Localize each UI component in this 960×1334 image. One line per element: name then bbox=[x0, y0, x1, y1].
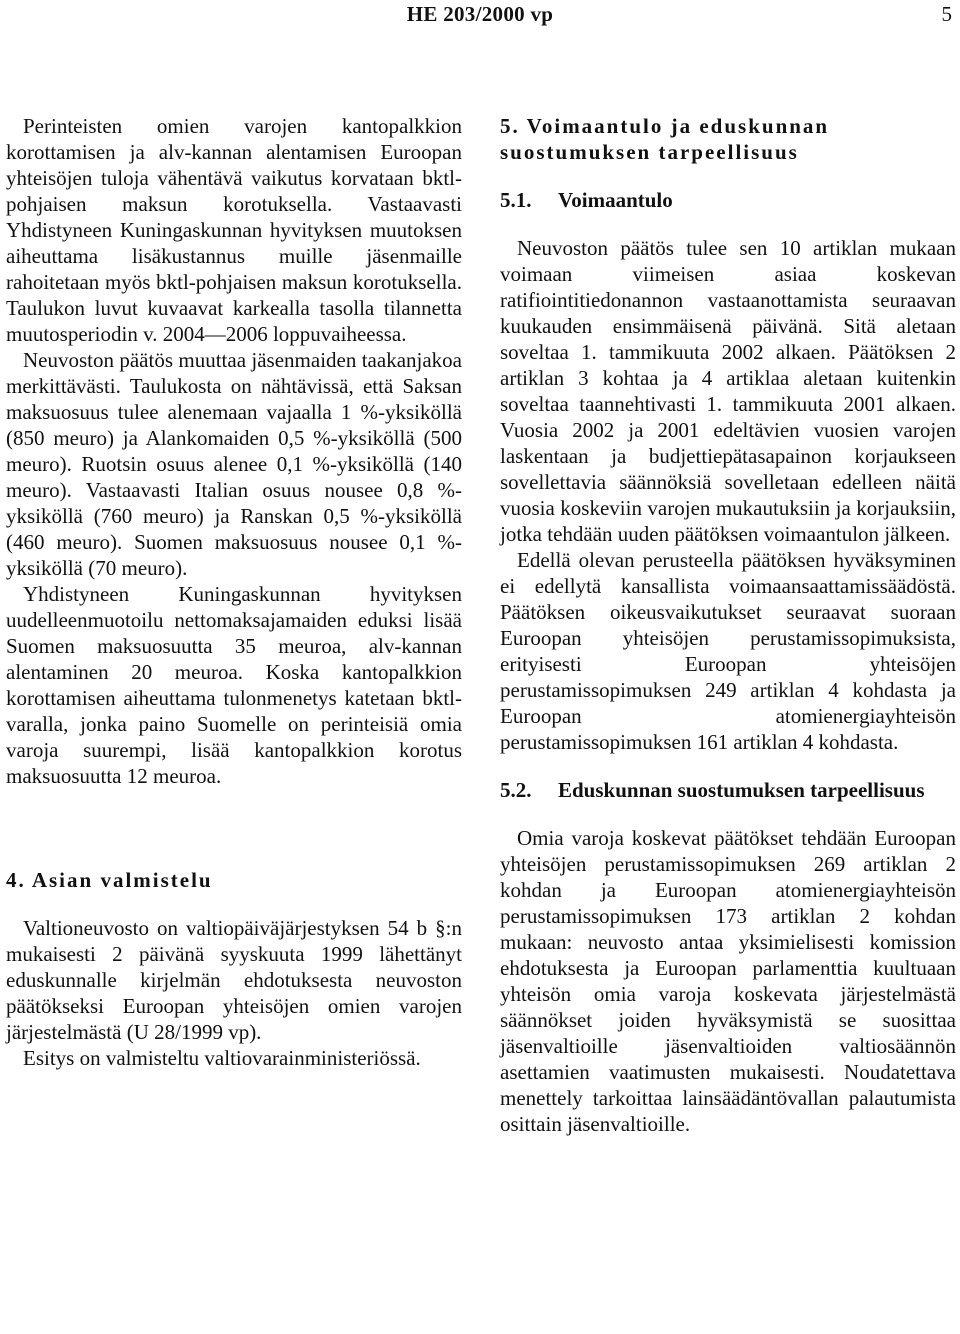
page-header bbox=[0, 0, 960, 34]
page-number: 5 bbox=[941, 2, 952, 26]
paragraph: Yhdistyneen Kuningaskunnan hyvityksen uudelleenmuotoilu nettomaksajamaiden eduksi lisää Suomen maksuosuutta 35 meuroa, alv-kannan alentaminen 20 meuroa. Koska kantopalkkion korottamisen aiheuttama tulonmenetys katetaan bktl-varalla, jonka paino Suomelle on perinteisiä omia varoja suurempi, lisää kantopalkkion korotus maksuosuutta 12 meuroa. bbox=[6, 582, 462, 788]
subsection-title: Eduskunnan suostumuksen tarpeellisuus bbox=[558, 778, 925, 802]
subsection-heading-5-2 bbox=[500, 777, 956, 803]
paragraph: Perinteisten omien varojen kantopalkkion korottamisen ja alv-kannan alentamisen Euroopan yhteisöjen tuloja vähentävä vaikutus korvataan bktl-pohjaisen maksun korotuksella. Vastaavasti Yhdistyneen Kuningaskunnan hyvityksen muutoksen aiheuttama lisäkustannus muille jäsenmaille rahoitetaan myös bktl-pohjaisen maksun korotuksella. Taulukon luvut kuvaavat karkealla tasolla tilannetta muutosperiodin v. 2004—2006 loppuvaiheessa. bbox=[6, 114, 462, 346]
right-column bbox=[500, 113, 956, 1137]
paragraph: Neuvoston päätös tulee sen 10 artiklan mukaan voimaan viimeisen asiaa koskevan ratifiointitiedonannon vastaanottamista seuraavan kuukauden ensimmäisenä päivänä. Sitä aletaan soveltaa 1. tammikuuta 2002 alkaen. Päätöksen 2 artiklan 3 kohtaa ja 4 artiklaa aletaan kuitenkin soveltaa taannehtivasti 1. tammikuuta 2001 alkaen. Vuosia 2002 ja 2001 edeltävien vuosien varojen laskentaan ja budjettiepätasapainon korjaukseen sovellettavia säännöksiä sovelletaan edelleen näitä vuosia koskeviin varojen mukautuksiin ja korjauksiin, jotka tehdään uuden päätöksen voimaantulon jälkeen. bbox=[500, 236, 956, 546]
subsection-number: 5.2. bbox=[500, 778, 532, 802]
paragraph: Edellä olevan perusteella päätöksen hyväksyminen ei edellytä kansallista voimaansaattamissäädöstä. Päätöksen oikeusvaikutukset seuraavat suoraan Euroopan yhteisöjen perustamissopimuksista, erityisesti Euroopan yhteisöjen perustamissopimuksen 249 artiklan 4 kohdasta ja Euroopan atomienergiayhteisön perustamissopimuksen 161 artiklan 4 kohdasta. bbox=[500, 548, 956, 754]
section-heading-4: 4. Asian valmistelu bbox=[6, 868, 213, 892]
paragraph: Omia varoja koskevat päätökset tehdään Euroopan yhteisöjen perustamissopimuksen 269 artiklan 2 kohdan ja Euroopan atomienergiayhteisön perustamissopimuksen 173 artiklan 2 kohdan mukaan: neuvosto antaa yksimielisesti komission ehdotuksesta ja Euroopan parlamenttia kuultuaan yhteisön omia varoja koskevata järjestelmästä säännökset joiden hyväksymistä se suosittaa jäsenvaltioille jäsenvaltioiden valtiosäännön asettamien vaatimusten mukaisesti. Noudatettava menettely tarkoittaa lainsäädäntövallan palautumista osittain jäsenvaltioille. bbox=[500, 826, 956, 1136]
paragraph: Esitys on valmisteltu valtiovarainministeriössä. bbox=[23, 1046, 421, 1070]
subsection-number: 5.1. bbox=[500, 188, 532, 212]
paragraph: Neuvoston päätös muuttaa jäsenmaiden taakanjakoa merkittävästi. Taulukosta on nähtävissä, että Saksan maksuosuus tulee alenemaan vajaalla 1 %-yksiköllä (850 meuro) ja Alankomaiden 0,5 %-yksiköllä (500 meuro). Ruotsin osuus alenee 0,1 %-yksiköllä (140 meuro). Vastaavasti Italian osuus nousee 0,8 %-yksiköllä (760 meuro) ja Ranskan 0,5 %-yksiköllä (460 meuro). Suomen maksuosuus nousee 0,1 %-yksiköllä (70 meuro). bbox=[6, 348, 462, 580]
paragraph: Valtioneuvosto on valtiopäiväjärjestyksen 54 b §:n mukaisesti 2 päivänä syyskuuta 1999 lähettänyt eduskunnalle kirjelmän ehdotuksesta neuvoston päätökseksi Euroopan yhteisöjen omien varojen järjestelmästä (U 28/1999 vp). bbox=[6, 916, 462, 1044]
subsection-title: Voimaantulo bbox=[558, 188, 673, 212]
subsection-heading-5-1 bbox=[500, 187, 956, 213]
section-heading-5: 5. Voimaantulo ja eduskunnan suostumuksen tarpeellisuus bbox=[500, 114, 830, 164]
left-column bbox=[6, 113, 462, 1071]
document-id: HE 203/2000 vp bbox=[406, 2, 554, 26]
